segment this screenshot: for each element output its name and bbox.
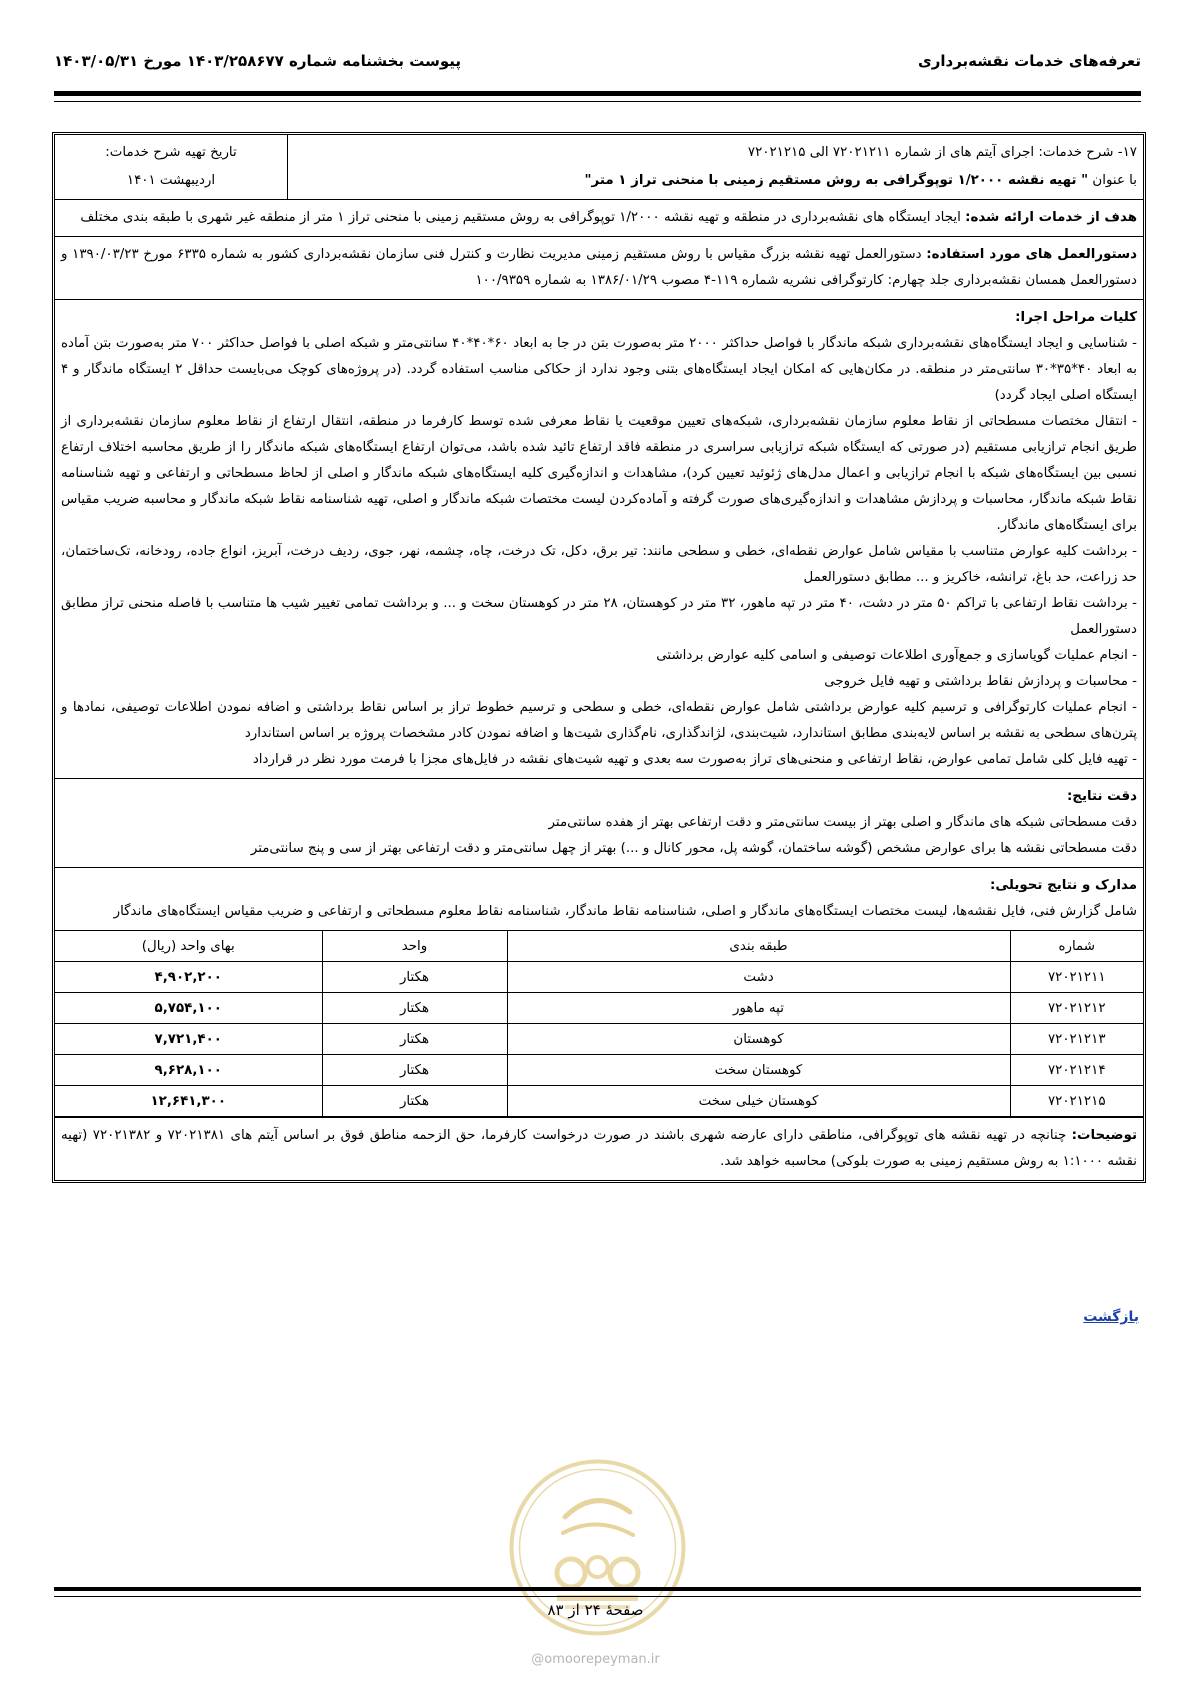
row-price: ۹,۶۲۸,۱۰۰ (55, 1055, 322, 1086)
price-table (55, 931, 1143, 1117)
goal-text: ایجاد ایستگاه های نقشه‌برداری در منطقه و تهیه نقشه ۱/۲۰۰۰ توپوگرافی به روش مستقیم زمینی با منحنی تراز ۱ متر از منطقه غیر شهری با طبقه بندی مختلف (80, 210, 966, 225)
table-row (55, 1055, 1143, 1086)
row-class: کوهستان (507, 1024, 1010, 1055)
step-item: - انجام عملیات گویاسازی و جمع‌آوری اطلاعات توصیفی و اسامی کلیه عوارض برداشتی (656, 648, 1137, 663)
service-title-cell (287, 135, 1143, 199)
goal-label: هدف از خدمات ارائه شده: (965, 210, 1137, 225)
header-price: بهای واحد (ریال) (55, 931, 322, 962)
step-item: - تهیه فایل کلی شامل تمامی عوارض، نقاط ارتفاعی و منحنی‌های تراز به‌صورت سه بعدی و تهیه شیت‌های نقشه در فایل‌های مجزا با فرمت مورد نظر در قرارداد (252, 752, 1137, 767)
accuracy-label: دقت نتایج: (1066, 789, 1137, 804)
header-circular-reference: پیوست بخشنامه شماره ۱۴۰۳/۲۵۸۶۷۷ مورخ ۱۴۰۳/۰۵/۳۱ (54, 52, 462, 70)
price-table-wrapper (55, 931, 1143, 1118)
row-class: کوهستان خیلی سخت (507, 1086, 1010, 1117)
step-item: - برداشت کلیه عوارض متناسب با مقیاس شامل عوارض نقطه‌ای، خطی و سطحی مانند: تیر برق، دکل، تک درخت، چاه، چشمه، نهر، جوی، ردیف درخت، آبریز، انواع جاده، رودخانه، تک‌ساختمان، حد زراعت، حد باغ، ترانشه، خاکریز و ... مطابق دستورالعمل (61, 544, 1137, 585)
header-document-title: تعرفه‌های خدمات نقشه‌برداری (917, 52, 1141, 70)
deliverables-label: مدارک و نتایج تحویلی: (989, 878, 1137, 893)
service-items-range: ۱۷- شرح خدمات: اجرای آیتم های از شماره ۷۲۰۲۱۲۱۱ الی ۷۲۰۲۱۲۱۵ (747, 145, 1137, 160)
service-date-label: تاریخ تهیه شرح خدمات: (105, 145, 237, 160)
row-number: ۷۲۰۲۱۲۱۵ (1010, 1086, 1143, 1117)
notes-label: توضیحات: (1071, 1128, 1137, 1143)
price-table-header (55, 931, 1143, 962)
row-price: ۱۲,۶۴۱,۳۰۰ (55, 1086, 322, 1117)
row-class: تپه ماهور (507, 993, 1010, 1024)
row-number: ۷۲۰۲۱۲۱۳ (1010, 1024, 1143, 1055)
step-item: - انتقال مختصات مسطحاتی از نقاط معلوم سازمان نقشه‌برداری، شبکه‌های تعیین موقعیت یا نقاط معرفی شده توسط کارفرما در منطقه، انتقال ارتفاع از نقاط معلوم سازمان نقشه‌برداری از طریق انجام ترازیابی مستقیم (در صورتی که ایستگاه شبکه ترازیابی سراسری در منطقه فاقد ارتفاع تائید شده باشد، می‌توان ارتفاع ایستگاه‌های شبکه ماندگار را از طریق محاسبه اختلاف ارتفاع نسبی بین ایستگاه‌های شبکه با انجام ترازیابی و اعمال مدل‌های ژئوئید تعیین کرد)، مشاهدات و اندازه‌گیری کلیه ایستگاه‌های شبکه ماندگار و اصلی از لحاظ مسطحاتی و ارتفاعی و تهیه شناسنامه نقاط شبکه ماندگار، محاسبات و پردازش مشاهدات و اندازه‌گیری‌های صورت گرفته و آماده‌کردن لیست مختصات شبکه ماندگار و اصلی، تهیه شناسنامه نقاط شبکه ماندگار و محاسبه ضریب مقیاس برای ایستگاه‌های ماندگار. (61, 414, 1137, 533)
row-number: ۷۲۰۲۱۲۱۴ (1010, 1055, 1143, 1086)
row-price: ۵,۷۵۴,۱۰۰ (55, 993, 322, 1024)
step-item: - محاسبات و پردازش نقاط برداشتی و تهیه فایل خروجی (824, 674, 1137, 689)
instructions-label: دستورالعمل های مورد استفاده: (926, 247, 1138, 262)
accuracy-section (55, 779, 1143, 868)
service-description-sheet (52, 132, 1146, 1183)
step-item: - انجام عملیات کارتوگرافی و ترسیم کلیه عوارض برداشتی شامل عوارض نقطه‌ای، خطی و سطحی و ترسیم خطوط تراز بر اساس نقاط برداشتی و اضافه نمودن اطلاعات توصیفی، نمادها و پترن‌های سطحی به نقشه بر اساس لایه‌بندی مطابق استاندارد، شیت‌بندی، لژاندگذاری، نام‌گذاری شیت‌ها و اضافه نمودن کادر مشخصات پروژه بر اساس استاندارد (61, 700, 1137, 741)
notes-section (55, 1118, 1143, 1180)
service-title-line (294, 167, 1137, 195)
row-price: ۷,۷۲۱,۴۰۰ (55, 1024, 322, 1055)
row-class: دشت (507, 962, 1010, 993)
goal-section (55, 200, 1143, 237)
accuracy-line: دقت مسطحاتی شبکه های ماندگار و اصلی بهتر از بیست سانتی‌متر و دقت ارتفاعی بهتر از هفده سانتی‌متر (548, 815, 1137, 830)
row-number: ۷۲۰۲۱۲۱۲ (1010, 993, 1143, 1024)
page-header (54, 52, 1141, 92)
row-number: ۷۲۰۲۱۲۱۱ (1010, 962, 1143, 993)
accuracy-line: دقت مسطحاتی نقشه ها برای عوارض مشخص (گوشه ساختمان، گوشه پل، محور کانال و ...) بهتر از چهل سانتی‌متر و دقت ارتفاعی بهتر از سی و پنج سانتی‌متر (250, 841, 1137, 856)
service-title-row (55, 135, 1143, 200)
back-link[interactable]: بازگشت (1083, 1309, 1139, 1325)
service-date-cell (55, 135, 287, 199)
service-title: " تهیه نقشه ۱/۲۰۰۰ توپوگرافی به روش مستقیم زمینی با منحنی تراز ۱ متر" (584, 173, 1089, 188)
footer-divider (54, 1587, 1141, 1597)
table-row (55, 962, 1143, 993)
row-unit: هکتار (322, 962, 507, 993)
row-unit: هکتار (322, 1086, 507, 1117)
step-item: - شناسایی و ایجاد ایستگاه‌های نقشه‌برداری شبکه ماندگار با فواصل حداکثر ۲۰۰۰ متر به‌صورت بتن در جا به ابعاد ۶۰*۴۰*۴۰ سانتی‌متر و شبکه اصلی با فواصل حداکثر ۷۰۰ متر به‌صورت بتن آماده به ابعاد ۴۰*۳۵*۳۰ سانتی‌متر در منطقه. در مکان‌هایی که امکان ایجاد ایستگاه‌های بتنی وجود ندارد از حکاکی مناسب استفاده گردد. (در پروژه‌های کوچک می‌بایست حداقل ۲ ایستگاه ماندگار و ۴ ایستگاه اصلی ایجاد گردد) (61, 336, 1138, 403)
deliverables-section (55, 868, 1143, 931)
deliverables-text: شامل گزارش فنی، فایل نقشه‌ها، لیست مختصات ایستگاه‌های ماندگار و اصلی، شناسنامه نقاط ماندگار، شناسنامه نقاط معلوم مسطحاتی و ارتفاعی و ضریب مقیاس ایستگاه‌های ماندگار (113, 904, 1137, 919)
step-item: - برداشت نقاط ارتفاعی با تراکم ۵۰ متر در دشت، ۴۰ متر در تپه ماهور، ۳۲ متر در کوهستان، ۲۸ متر در کوهستان سخت و ... و برداشت تمامی تغییر شیب ها متناسب با فاصله منحنی تراز مطابق دستورالعمل (61, 596, 1137, 637)
header-unit: واحد (322, 931, 507, 962)
page-number: صفحهٔ ۲۴ از ۸۳ (547, 1601, 644, 1619)
instructions-text: دستورالعمل تهیه نقشه بزرگ مقیاس با روش مستقیم زمینی مدیریت نظارت و کنترل فنی سازمان نقشه‌برداری کشور به شماره ۶۳۳۵ مورخ ۱۳۹۰/۰۳/۲۳ و دستورالعمل همسان نقشه‌برداری جلد چهارم: کارتوگرافی نشریه شماره ۱۱۹-۴ مصوب ۱۳۸۶/۰۱/۲۹ به شماره ۱۰۰/۹۳۵۹ (61, 247, 1137, 288)
table-row (55, 1086, 1143, 1117)
header-class: طبقه بندی (507, 931, 1010, 962)
row-unit: هکتار (322, 1055, 507, 1086)
site-watermark: @omoorepeyman.ir (531, 1652, 660, 1667)
service-title-prefix: با عنوان (1088, 173, 1137, 188)
row-unit: هکتار (322, 1024, 507, 1055)
instructions-section (55, 237, 1143, 300)
service-date-value: اردیبهشت ۱۴۰۱ (126, 173, 216, 188)
row-unit: هکتار (322, 993, 507, 1024)
header-divider (54, 91, 1141, 102)
steps-section (55, 300, 1143, 779)
steps-label: کلیات مراحل اجرا: (1015, 310, 1137, 325)
header-number: شماره (1010, 931, 1143, 962)
table-row (55, 1024, 1143, 1055)
table-row (55, 993, 1143, 1024)
notes-text: چنانچه در تهیه نقشه های توپوگرافی، مناطقی دارای عارضه شهری باشند در صورت درخواست کارفرما، حق الزحمه مناطق فوق بر اساس آیتم های ۷۲۰۲۱۳۸۱ و ۷۲۰۲۱۳۸۲ (تهیه نقشه ۱:۱۰۰۰ به روش مستقیم زمینی به صورت بلوکی) محاسبه خواهد شد. (61, 1128, 1137, 1169)
row-class: کوهستان سخت (507, 1055, 1010, 1086)
row-price: ۴,۹۰۲,۲۰۰ (55, 962, 322, 993)
